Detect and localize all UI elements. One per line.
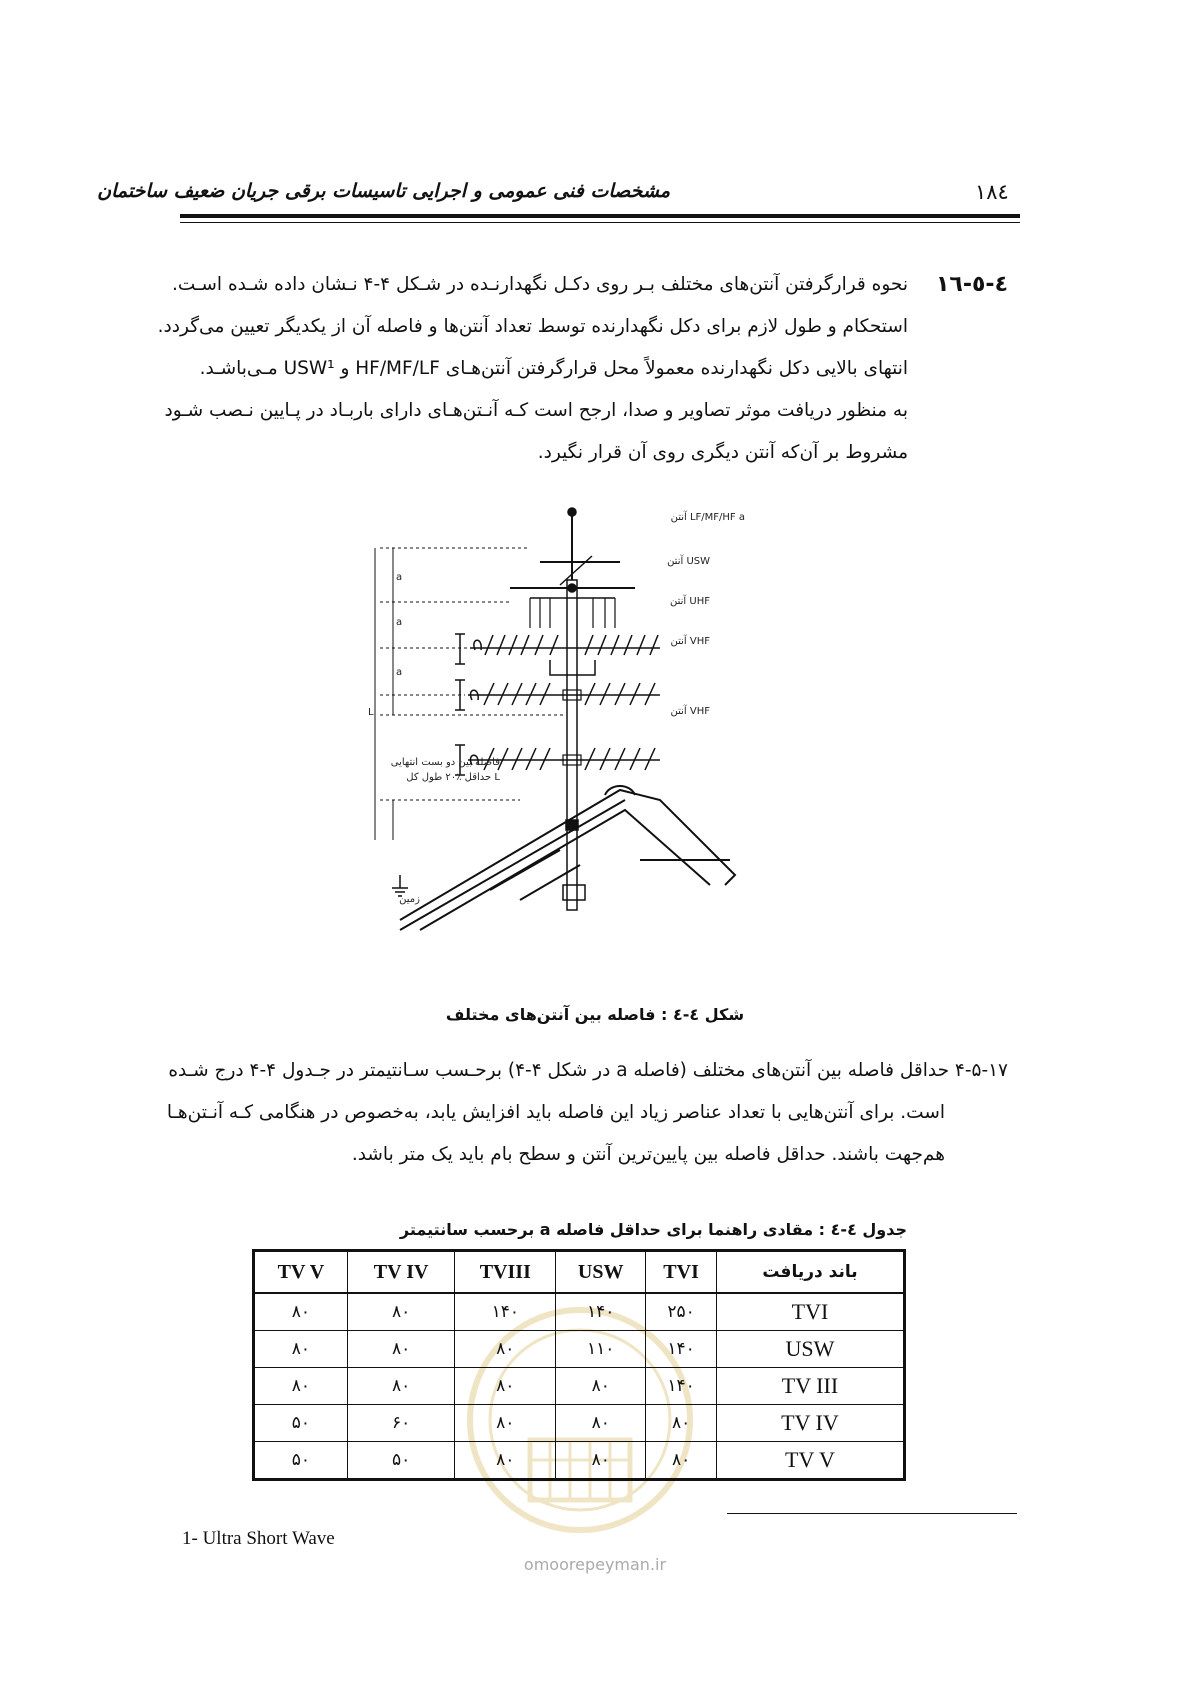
table-cell: USW [716, 1331, 904, 1368]
label-a: a [396, 572, 403, 583]
table-cell: ۸۰ [646, 1442, 717, 1480]
table-cell: ۸۰ [455, 1368, 556, 1405]
table-cell: ۸۰ [347, 1293, 455, 1331]
paragraph-line: استحکام و طول لازم برای دکل نگهدارنده توسط تعداد آنتن‌ها و فاصله آن از یکدیگر تعیین می‌گردد. [157, 316, 908, 337]
table-cell: ۸۰ [556, 1405, 646, 1442]
table-cell: ۱۴۰ [556, 1293, 646, 1331]
table-cell: ۸۰ [254, 1293, 348, 1331]
antenna-mast-diagram [368, 500, 810, 990]
table-cell: ۸۰ [646, 1405, 717, 1442]
label-note: حداقل ٪۲۰ طول کل L [406, 772, 500, 783]
paragraph-line: انتهای بالایی دکل نگهدارنده معمولاً محل قرارگرفتن آنتن‌هـای HF/MF/LF و USW¹ مـی‌باشـد. [199, 358, 908, 379]
table-row [254, 1331, 905, 1368]
label-a: a [396, 617, 403, 628]
table-cell: ۵۰ [254, 1405, 348, 1442]
table-cell: ۸۰ [254, 1331, 348, 1368]
table-cell: ۱۴۰ [646, 1331, 717, 1368]
paragraph-line: به منظور دریافت موثر تصاویر و صدا، ارجح است کـه آنـتن‌هـای دارای باربـاد در پـایین نـصب شـود [164, 400, 908, 421]
table-row [254, 1442, 905, 1480]
dimension-arrows [375, 548, 393, 840]
table-cell: ۸۰ [347, 1368, 455, 1405]
table-cell: ۸۰ [455, 1442, 556, 1480]
table-cell: ۸۰ [556, 1368, 646, 1405]
label-vhf-antenna: آنتن VHF [670, 706, 710, 717]
table-cell: ۸۰ [556, 1442, 646, 1480]
footnote: 1- Ultra Short Wave [182, 1528, 335, 1549]
table-row [254, 1405, 905, 1442]
footnote-rule [727, 1513, 1017, 1514]
table-row [254, 1293, 905, 1331]
paragraph-line: مشروط بر آن‌که آنتن دیگری روی آن قرار نگیرد. [537, 442, 908, 463]
label-a: a [396, 667, 403, 678]
table-cell: TVI [716, 1293, 904, 1331]
header-rule-thin [180, 222, 1020, 223]
label-ground: زمین [399, 894, 420, 905]
page-number: ۱۸٤ [975, 180, 1009, 204]
label-L: L [368, 707, 374, 718]
table-cell: TV III [716, 1368, 904, 1405]
table-caption: جدول ٤-٤ : مقادی راهنما برای حداقل فاصله a برحسب سانتیمتر [399, 1220, 907, 1239]
header-cell: TV V [254, 1251, 348, 1294]
label-usw-antenna: آنتن USW [667, 556, 710, 567]
running-title: مشخصات فنی عمومی و اجرایی تاسیسات برقی جریان ضعیف ساختمان [97, 180, 670, 202]
label-note: فاصله بین دو بست انتهایی [390, 757, 500, 768]
header-cell: TVIII [455, 1251, 556, 1294]
table-cell: ۸۰ [254, 1368, 348, 1405]
table-cell: ۸۰ [455, 1331, 556, 1368]
table-cell: ۸۰ [347, 1331, 455, 1368]
table-cell: TV IV [716, 1405, 904, 1442]
label-uhf-antenna: آنتن UHF [670, 596, 710, 607]
table-cell: ۱۱۰ [556, 1331, 646, 1368]
vhf-antenna-1 [455, 680, 660, 710]
table-header-row [254, 1251, 905, 1294]
uhf-antenna [455, 634, 660, 675]
section-number: ٤-٥-١٦ [935, 272, 1008, 297]
header-cell: USW [556, 1251, 646, 1294]
band-distance-table [252, 1249, 906, 1481]
table-cell: TV V [716, 1442, 904, 1480]
watermark-url: omoorepeyman.ir [523, 1555, 667, 1574]
table-cell: ۲۵۰ [646, 1293, 717, 1331]
table-cell: ۱۴۰ [455, 1293, 556, 1331]
table-cell: ۵۰ [347, 1442, 455, 1480]
ground-symbol [392, 875, 408, 896]
table-cell: ۵۰ [254, 1442, 348, 1480]
paragraph-line: هم‌جهت باشند. حداقل فاصله بین پایین‌ترین آنتن و سطح بام باید یک متر باشد. [351, 1144, 945, 1165]
header-cell: TVI [646, 1251, 717, 1294]
table-cell: ۱۴۰ [646, 1368, 717, 1405]
table-row [254, 1368, 905, 1405]
header-cell: باند دریافت [716, 1251, 904, 1294]
paragraph-line: ۴-۵-۱۷ حداقل فاصله بین آنتن‌های مختلف (فاصله a در شکل ۴-۴) برحـسب سـانتیمتر در جـدول ۴-۴ درج شـده [168, 1060, 1008, 1081]
table-cell: ۸۰ [455, 1405, 556, 1442]
paragraph-line: است. برای آنتن‌هایی با تعداد عناصر زیاد این فاصله باید افزایش یابد، به‌خصوص در هنگامی کـه آنـتن‌هـا [166, 1102, 945, 1123]
table-cell: ۶۰ [347, 1405, 455, 1442]
label-vhf-antenna: آنتن VHF [670, 636, 710, 647]
paragraph-line: نحوه قرارگرفتن آنتن‌های مختلف بـر روی دکـل نگهدارنـده در شـکل ۴-۴ نـشان داده شـده اسـت. [171, 274, 908, 295]
mast [567, 580, 577, 910]
figure-caption: شکل ٤-٤ : فاصله بین آنتن‌های مختلف [445, 1005, 745, 1024]
label-lf-antenna: آنتن LF/MF/HF a [670, 512, 745, 523]
header-rule [180, 214, 1020, 218]
header-cell: TV IV [347, 1251, 455, 1294]
